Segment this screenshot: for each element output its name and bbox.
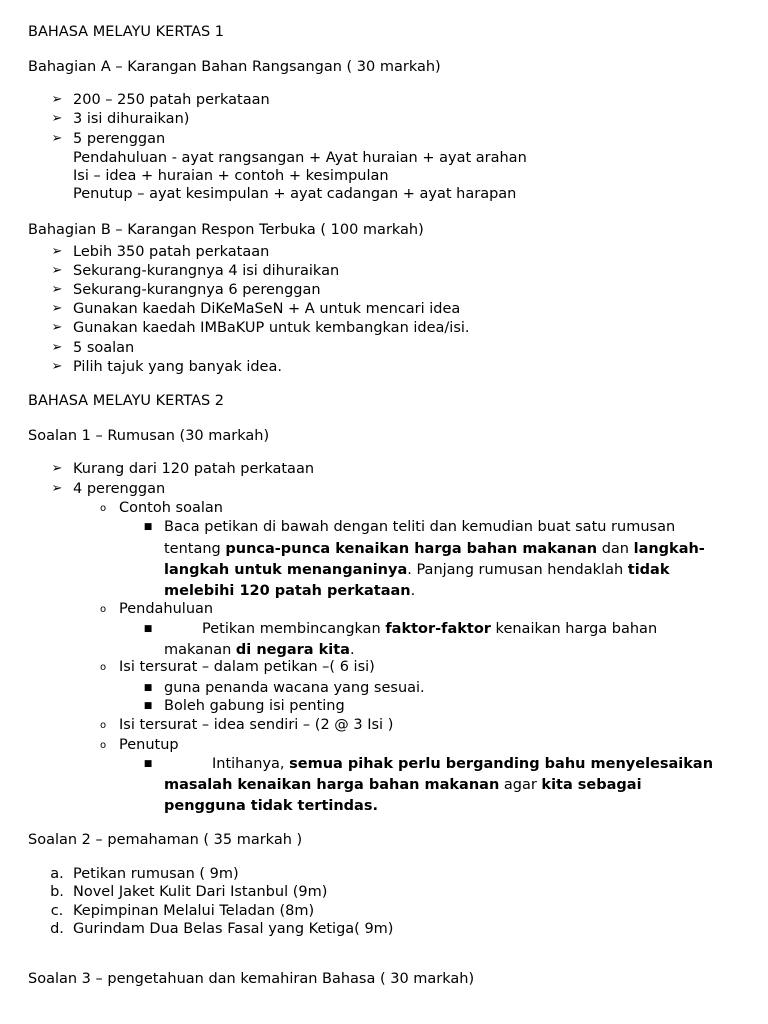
- list-item: Pilih tajuk yang banyak idea.: [73, 359, 282, 375]
- list-item: 5 soalan: [73, 340, 135, 356]
- square-bullet-icon: ■: [143, 624, 153, 634]
- list-item: Lebih 350 patah perkataan: [73, 244, 270, 260]
- pendahuluan-line: makanan di negara kita.: [164, 642, 355, 658]
- contoh-line: langkah untuk menanganinya. Panjang rumusan hendaklah tidak: [164, 562, 670, 578]
- bahagian-b-heading: Bahagian B – Karangan Respon Terbuka ( 100 markah): [28, 222, 424, 238]
- contoh-line: tentang punca-punca kenaikan harga bahan makanan dan langkah-: [164, 541, 705, 557]
- list-subline: Pendahuluan - ayat rangsangan + Ayat huraian + ayat arahan: [73, 150, 527, 166]
- list-item: Kepimpinan Melalui Teladan (8m): [73, 903, 315, 919]
- contoh-soalan-label: Contoh soalan: [119, 500, 223, 516]
- square-bullet-icon: ■: [143, 522, 153, 532]
- list-item: 4 perenggan: [73, 481, 166, 497]
- square-bullet-icon: ■: [143, 683, 153, 693]
- list-item: Kurang dari 120 patah perkataan: [73, 461, 315, 477]
- list-item: 3 isi dihuraikan): [73, 111, 190, 127]
- penutup-line: pengguna tidak tertindas.: [164, 798, 378, 814]
- circle-bullet-icon: o: [99, 503, 107, 514]
- list-item: 5 perenggan: [73, 131, 166, 147]
- arrow-bullet-icon: ➢: [51, 461, 63, 476]
- pendahuluan-line: Petikan membincangkan faktor-faktor kenaikan harga bahan: [202, 621, 658, 637]
- arrow-bullet-icon: ➢: [51, 263, 63, 278]
- soalan1-heading: Soalan 1 – Rumusan (30 markah): [28, 428, 270, 444]
- arrow-bullet-icon: ➢: [51, 282, 63, 297]
- contoh-line: melebihi 120 patah perkataan.: [164, 583, 416, 599]
- arrow-bullet-icon: ➢: [51, 131, 63, 146]
- pendahuluan-label: Pendahuluan: [119, 601, 214, 617]
- penutup-label: Penutup: [119, 737, 179, 753]
- list-subline: Isi – idea + huraian + contoh + kesimpulan: [73, 168, 389, 184]
- circle-bullet-icon: o: [99, 720, 107, 731]
- list-item: Gunakan kaedah DiKeMaSeN + A untuk mencari idea: [73, 301, 461, 317]
- list-item: Gurindam Dua Belas Fasal yang Ketiga( 9m): [73, 921, 394, 937]
- kertas1-title: BAHASA MELAYU KERTAS 1: [28, 24, 225, 40]
- list-item: Sekurang-kurangnya 6 perenggan: [73, 282, 321, 298]
- list-marker: a.: [50, 866, 64, 882]
- list-marker: b.: [50, 884, 64, 900]
- isi-sendiri-label: Isi tersurat – idea sendiri – (2 @ 3 Isi ): [119, 717, 394, 733]
- list-item: Boleh gabung isi penting: [164, 698, 345, 714]
- penutup-line: masalah kenaikan harga bahan makanan agar kita sebagai: [164, 777, 642, 793]
- list-subline: Penutup – ayat kesimpulan + ayat cadangan + ayat harapan: [73, 186, 517, 202]
- arrow-bullet-icon: ➢: [51, 359, 63, 374]
- contoh-line: Baca petikan di bawah dengan teliti dan kemudian buat satu rumusan: [164, 519, 676, 535]
- arrow-bullet-icon: ➢: [51, 481, 63, 496]
- list-marker: c.: [50, 903, 64, 919]
- soalan3-heading: Soalan 3 – pengetahuan dan kemahiran Bahasa ( 30 markah): [28, 971, 475, 987]
- arrow-bullet-icon: ➢: [51, 92, 63, 107]
- list-marker: d.: [50, 921, 64, 937]
- circle-bullet-icon: o: [99, 740, 107, 751]
- arrow-bullet-icon: ➢: [51, 301, 63, 316]
- list-item: Sekurang-kurangnya 4 isi dihuraikan: [73, 263, 340, 279]
- list-item: Novel Jaket Kulit Dari Istanbul (9m): [73, 884, 328, 900]
- square-bullet-icon: ■: [143, 759, 153, 769]
- kertas2-title: BAHASA MELAYU KERTAS 2: [28, 393, 225, 409]
- bahagian-a-heading: Bahagian A – Karangan Bahan Rangsangan ( 30 markah): [28, 59, 441, 75]
- list-item: 200 – 250 patah perkataan: [73, 92, 270, 108]
- square-bullet-icon: ■: [143, 701, 153, 711]
- arrow-bullet-icon: ➢: [51, 320, 63, 335]
- arrow-bullet-icon: ➢: [51, 111, 63, 126]
- soalan2-heading: Soalan 2 – pemahaman ( 35 markah ): [28, 832, 303, 848]
- list-item: guna penanda wacana yang sesuai.: [164, 680, 425, 696]
- list-item: Gunakan kaedah IMBaKUP untuk kembangkan idea/isi.: [73, 320, 470, 336]
- arrow-bullet-icon: ➢: [51, 340, 63, 355]
- circle-bullet-icon: o: [99, 604, 107, 615]
- penutup-line: Intihanya, semua pihak perlu berganding bahu menyelesaikan: [212, 756, 714, 772]
- arrow-bullet-icon: ➢: [51, 244, 63, 259]
- isi-tersurat-label: Isi tersurat – dalam petikan –( 6 isi): [119, 659, 375, 675]
- circle-bullet-icon: o: [99, 662, 107, 673]
- list-item: Petikan rumusan ( 9m): [73, 866, 239, 882]
